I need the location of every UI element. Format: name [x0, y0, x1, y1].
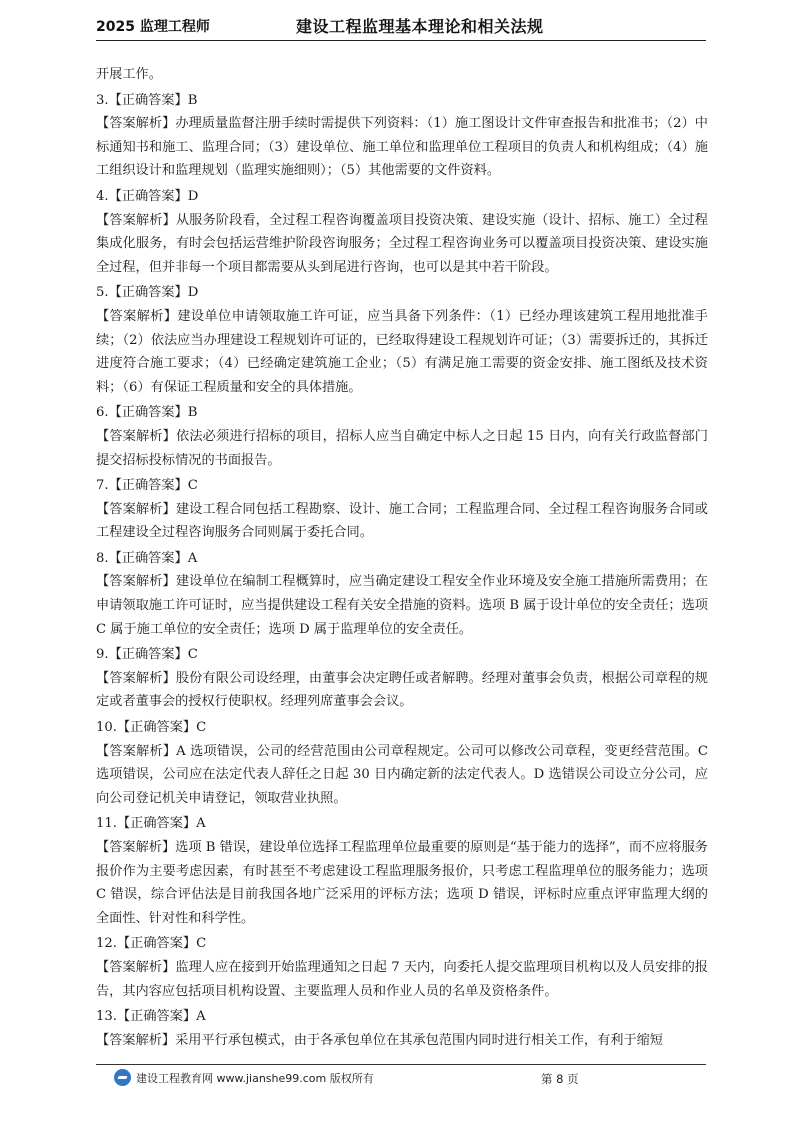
answer-explanation: 【答案解析】股份有限公司设经理，由董事会决定聘任或者解聘。经理对董事会负责，根据公司章程的规定或者董事会的授权行使职权。经理列席董事会会议。	[96, 670, 708, 710]
answer-explanation: 【答案解析】办理质量监督注册手续时需提供下列资料：（1）施工图设计文件审查报告和批准书；（2）中标通知书和施工、监理合同；（3）建设单位、施工单位和监理单位工程项目的负责人和机构组成；（4）施工组织设计和监理规划（监理实施细则）；（5）其他需要的文件资料。	[96, 116, 708, 179]
answer-heading: 9.【正确答案】C	[96, 647, 198, 663]
answer-explanation: 【答案解析】采用平行承包模式，由于各承包单位在其承包范围内同时进行相关工作，有利于缩短	[96, 1032, 664, 1048]
footer-copyright: 建设工程教育网 www.jianshe99.com 版权所有	[136, 1072, 374, 1085]
answer-heading: 10.【正确答案】C	[96, 720, 207, 736]
answer-heading: 3.【正确答案】B	[96, 92, 198, 108]
answer-explanation: 【答案解析】依法必须进行招标的项目，招标人应当自确定中标人之日起 15 日内，向有关行政监督部门提交招标投标情况的书面报告。	[96, 428, 708, 468]
answer-heading: 12.【正确答案】C	[96, 936, 207, 952]
answer-heading: 8.【正确答案】A	[96, 550, 198, 566]
answer-content	[96, 63, 708, 1052]
answer-heading: 4.【正确答案】D	[96, 188, 199, 204]
answer-explanation: 【答案解析】监理人应在接到开始监理通知之日起 7 天内，向委托人提交监理项目机构以及人员安排的报告，其内容应包括项目机构设置、主要监理人员和作业人员的名单及资格条件。	[96, 959, 708, 999]
answer-explanation: 【答案解析】选项 B 错误，建设单位选择工程监理单位最重要的原则是“基于能力的选择”，而不应将服务报价作为主要考虑因素，有时甚至不考虑建设工程监理服务报价，只考虑工程监理单位的服务能力；选项 C 错误，综合评估法是目前我国各地广泛采用的评标方法；选项 D 错误，评标时应重点评审监理大纲的全面性、针对性和科学性。	[96, 840, 708, 926]
answer-explanation: 【答案解析】从服务阶段看，全过程工程咨询覆盖项目投资决策、建设实施（设计、招标、施工）全过程集成化服务，有时会包括运营维护阶段咨询服务；全过程工程咨询业务可以覆盖项目投资决策、建设实施全过程，但并非每一个项目都需要从头到尾进行咨询，也可以是其中若干阶段。	[96, 212, 708, 275]
brand-logo-icon	[114, 1069, 131, 1086]
text-line: 开展工作。	[96, 67, 162, 82]
answer-heading: 11.【正确答案】A	[96, 816, 206, 832]
answer-heading: 13.【正确答案】A	[96, 1009, 206, 1025]
answer-explanation: 【答案解析】A 选项错误，公司的经营范围由公司章程规定。公司可以修改公司章程，变更经营范围。C 选项错误，公司应在法定代表人辞任之日起 30 日内确定新的法定代表人。D 选错误公司设立分公司，应向公司登记机关申请登记，领取营业执照。	[96, 743, 708, 806]
page-header	[96, 12, 706, 42]
page-number: 第 8 页	[541, 1072, 579, 1086]
exam-year-label: 2025 监理工程师	[96, 19, 210, 35]
answer-heading: 5.【正确答案】D	[96, 285, 199, 301]
header-divider	[96, 40, 706, 41]
answer-heading: 6.【正确答案】B	[96, 405, 198, 421]
document-title: 建设工程监理基本理论和相关法规	[296, 17, 544, 36]
answer-explanation: 【答案解析】建设单位在编制工程概算时，应当确定建设工程安全作业环境及安全施工措施所需费用；在申请领取施工许可证时，应当提供建设工程有关安全措施的资料。选项 B 属于设计单位的安全责任；选项 C 属于施工单位的安全责任；选项 D 属于监理单位的安全责任。	[96, 574, 708, 637]
answer-explanation: 【答案解析】建设工程合同包括工程勘察、设计、施工合同；工程监理合同、全过程工程咨询服务合同或工程建设全过程咨询服务合同则属于委托合同。	[96, 501, 708, 541]
footer-divider	[96, 1064, 706, 1065]
answer-explanation: 【答案解析】建设单位申请领取施工许可证，应当具备下列条件：（1）已经办理该建筑工程用地批准手续；（2）依法应当办理建设工程规划许可证的，已经取得建设工程规划许可证；（3）需要拆迁的，其拆迁进度符合施工要求；（4）已经确定建筑施工企业；（5）有满足施工需要的资金安排、施工图纸及技术资料；（6）有保证工程质量和安全的具体措施。	[96, 308, 708, 395]
answer-heading: 7.【正确答案】C	[96, 478, 198, 494]
